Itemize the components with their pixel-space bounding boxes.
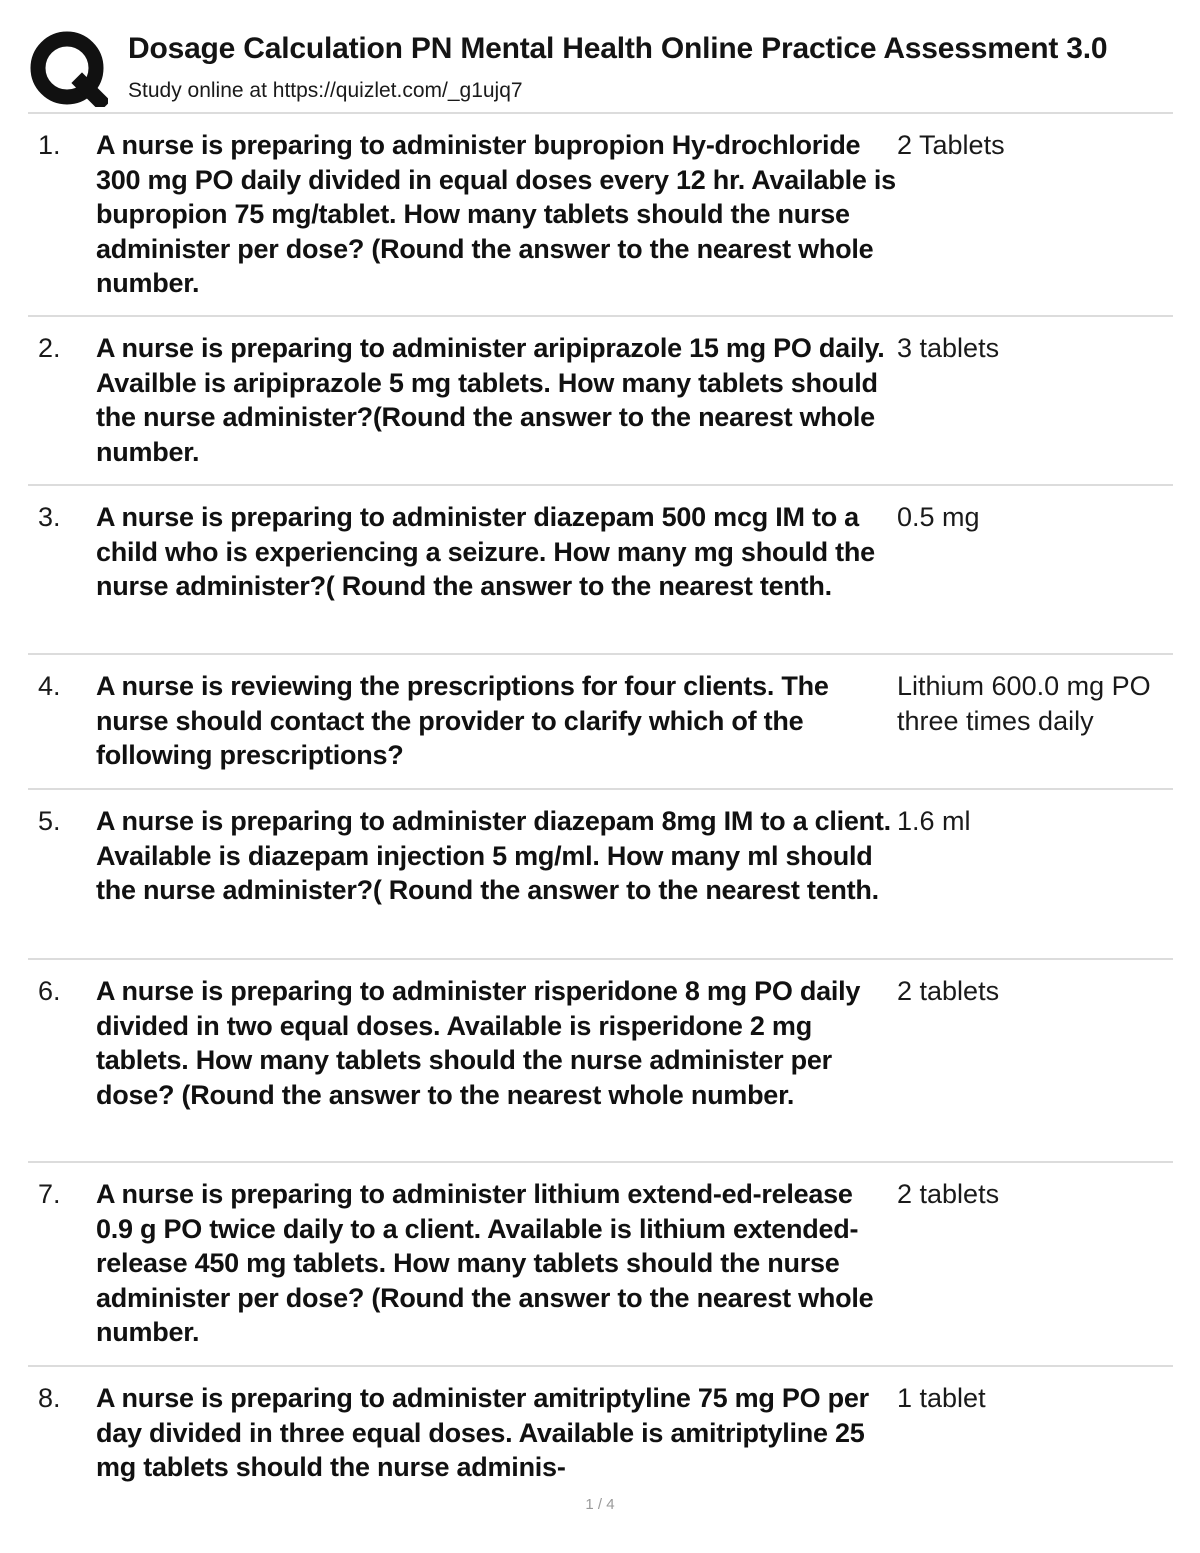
answer-text: 2 Tablets	[897, 130, 1005, 160]
question-number: 8.	[38, 1383, 61, 1413]
question-card	[28, 114, 1173, 317]
question-number: 4.	[38, 671, 61, 701]
question-card	[28, 790, 1173, 960]
question-number: 3.	[38, 502, 61, 532]
question-number: 2.	[38, 333, 61, 363]
question-card	[28, 317, 1173, 486]
question-text: A nurse is preparing to administer diazepam 500 mcg IM to a child who is experiencing a seizure. How many mg should the nurse administer?( Round the answer to the nearest tenth.	[96, 502, 875, 601]
answer-text: 1.6 ml	[897, 806, 971, 836]
question-text: A nurse is preparing to administer lithium extend-ed-release 0.9 g PO twice daily to a client. Available is lithium extended-release 450 mg tablets. How many tablets should the nurse administer per dose? (Round the answer to the nearest whole number.	[96, 1179, 874, 1347]
question-number: 7.	[38, 1179, 61, 1209]
answer-text: Lithium 600.0 mg PO three times daily	[897, 671, 1151, 736]
question-number: 1.	[38, 130, 61, 160]
answer-text: 2 tablets	[897, 976, 1000, 1006]
question-card	[28, 1367, 1173, 1492]
question-text: A nurse is reviewing the prescriptions for four clients. The nurse should contact the provider to clarify which of the following prescriptions?	[96, 671, 829, 770]
question-text: A nurse is preparing to administer diazepam 8mg IM to a client. Available is diazepam injection 5 mg/ml. How many ml should the nurse administer?( Round the answer to the nearest tenth.	[96, 806, 891, 905]
answer-text: 2 tablets	[897, 1179, 1000, 1209]
question-card	[28, 1163, 1173, 1367]
quizlet-logo-icon	[30, 31, 108, 107]
document-title: Dosage Calculation PN Mental Health Online Practice Assessment 3.0	[128, 32, 1108, 65]
question-text: A nurse is preparing to administer risperidone 8 mg PO daily divided in two equal doses. Available is risperidone 2 mg tablets. How many tablets should the nurse administer per dose? (Round the answer to the nearest whole number.	[96, 976, 861, 1110]
question-card	[28, 486, 1173, 655]
page-indicator: 1 / 4	[585, 1496, 615, 1513]
question-text: A nurse is preparing to administer bupropion Hy-drochloride 300 mg PO daily divided in equal doses every 12 hr. Available is bupropion 75 mg/tablet. How many tablets should the nurse administer per dose? (Round the answer to the nearest whole number.	[96, 130, 896, 298]
answer-text: 3 tablets	[897, 333, 1000, 363]
question-text: A nurse is preparing to administer amitriptyline 75 mg PO per day divided in three equal doses. Available is amitriptyline 25 mg tablets should the nurse adminis-	[96, 1383, 869, 1482]
question-number: 5.	[38, 806, 61, 836]
question-card	[28, 655, 1173, 790]
study-online-link[interactable]: Study online at https://quizlet.com/_g1ujq7	[128, 79, 523, 102]
question-number: 6.	[38, 976, 61, 1006]
question-text: A nurse is preparing to administer aripiprazole 15 mg PO daily. Availble is aripiprazole 5 mg tablets. How many tablets should the nurse administer?(Round the answer to the nearest whole number.	[96, 333, 885, 467]
question-card	[28, 960, 1173, 1163]
answer-text: 1 tablet	[897, 1383, 986, 1413]
answer-text: 0.5 mg	[897, 502, 980, 532]
